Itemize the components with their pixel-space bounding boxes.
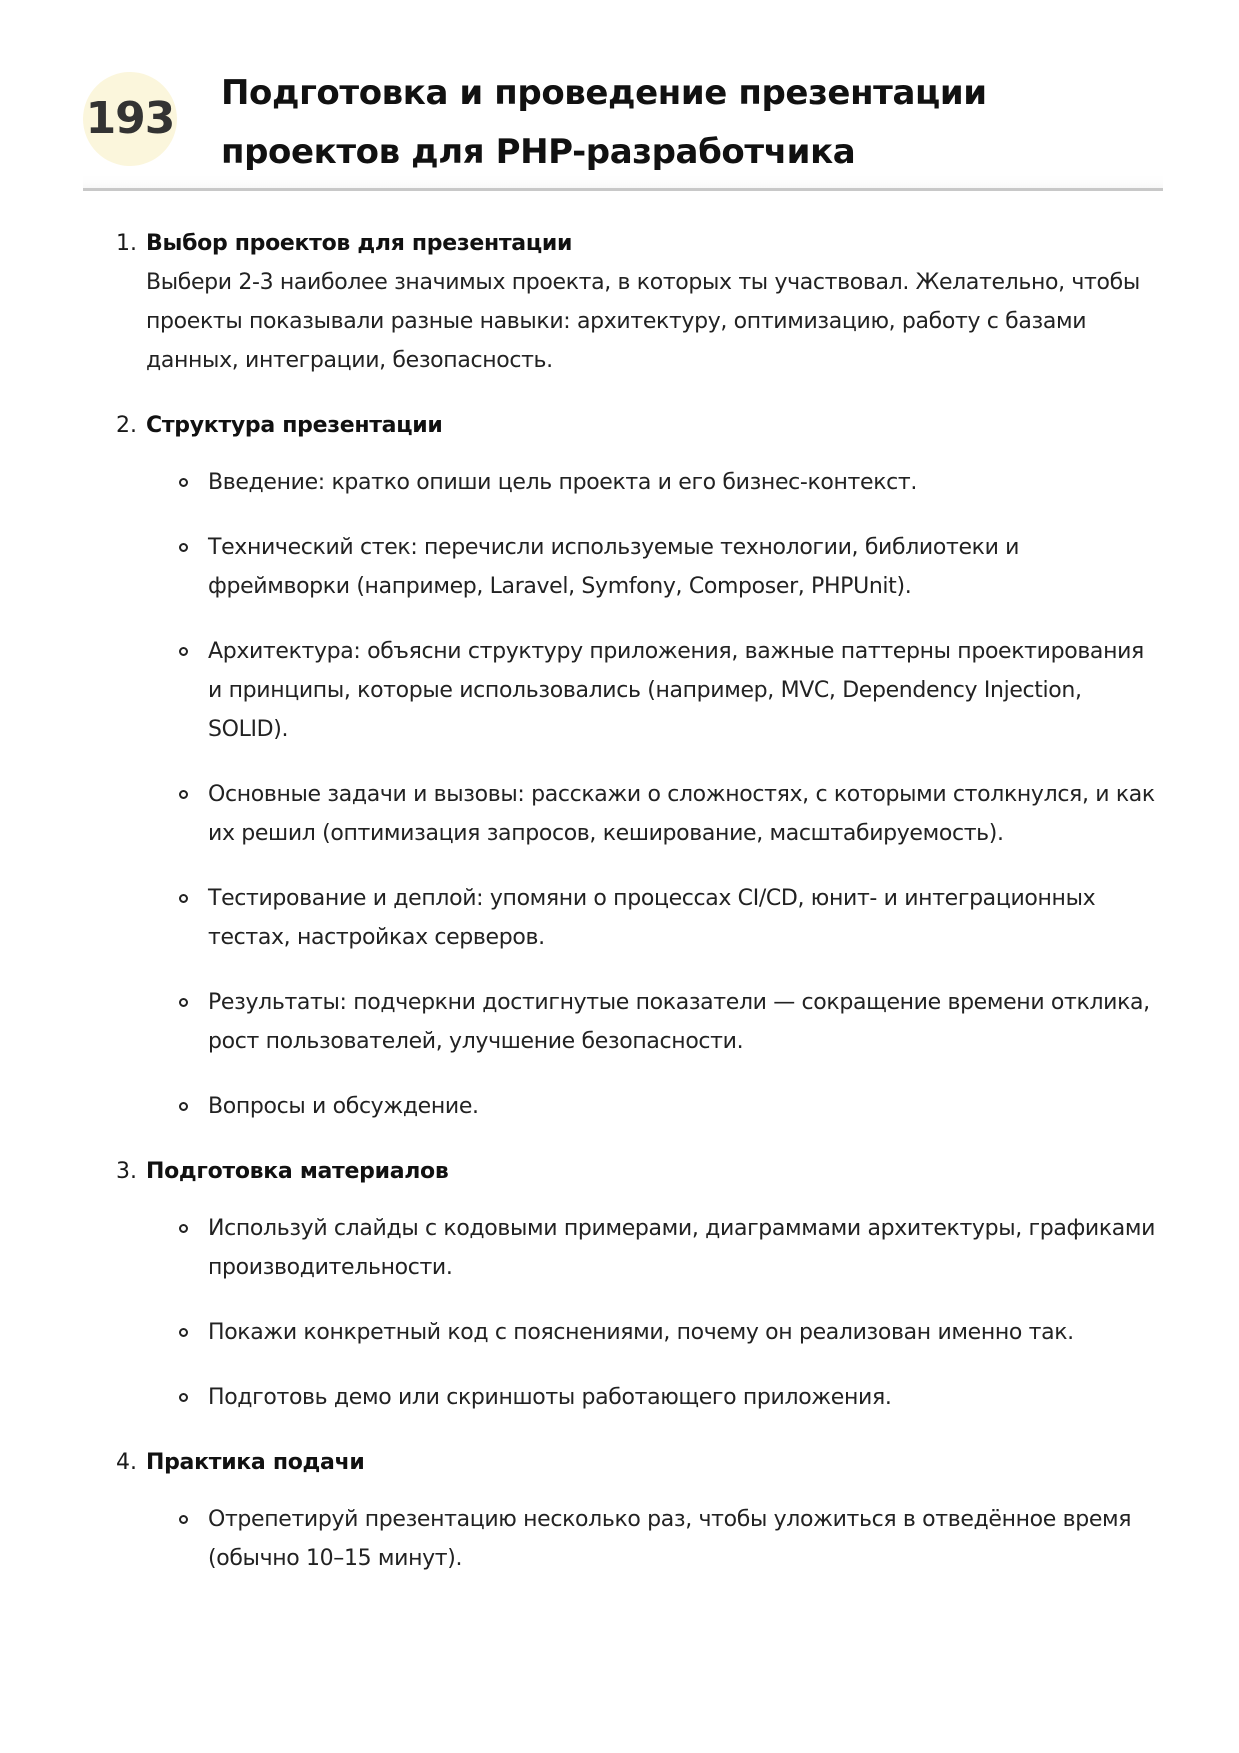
section-presentation-structure [116,406,1156,1126]
circle-bullet-icon [179,543,188,552]
list-item: Результаты: подчеркни достигнутые показатели — сокращение времени отклика, рост пользователей, улучшение безопасности. [208,983,1156,1061]
section-heading: Подготовка материалов [146,1159,449,1184]
circle-bullet-icon [179,998,188,1007]
circle-bullet-icon [179,790,188,799]
page-number-badge: 193 [83,72,177,166]
page-title: Подготовка и проведение презентации проектов для PHP-разработчика [221,73,987,172]
list-item: Архитектура: объясни структуру приложения, важные паттерны проектирования и принципы, которые использовались (например, MVC, Dependency Injection, SOLID). [208,632,1156,749]
page-header [83,58,1163,191]
section-heading: Выбор проектов для презентации [146,231,573,256]
bullet-list [146,1500,1156,1578]
list-item: Отрепетируй презентацию несколько раз, чтобы уложиться в отведённое время (обычно 10–15 минут). [208,1500,1156,1578]
list-item: Введение: кратко опиши цель проекта и его бизнес-контекст. [208,463,1156,502]
section-project-selection [116,224,1156,380]
section-number: 2. [116,413,137,438]
section-paragraph: Выбери 2-3 наиболее значимых проекта, в которых ты участвовал. Желательно, чтобы проекты показывали разные навыки: архитектуру, оптимизацию, работу с базами данных, интеграции, безопасность. [146,270,1140,373]
circle-bullet-icon [179,1393,188,1402]
circle-bullet-icon [179,1102,188,1111]
bullet-list [146,463,1156,1126]
list-item: Покажи конкретный код с пояснениями, почему он реализован именно так. [208,1313,1156,1352]
section-heading: Практика подачи [146,1450,365,1475]
list-item: Используй слайды с кодовыми примерами, диаграммами архитектуры, графиками производительности. [208,1209,1156,1287]
section-heading: Структура презентации [146,413,443,438]
section-number: 3. [116,1159,137,1184]
circle-bullet-icon [179,1224,188,1233]
list-item: Тестирование и деплой: упомяни о процессах CI/CD, юнит- и интеграционных тестах, настройках серверов. [208,879,1156,957]
list-item: Основные задачи и вызовы: расскажи о сложностях, с которыми столкнулся, и как их решил (оптимизация запросов, кеширование, масштабируемость). [208,775,1156,853]
section-number: 1. [116,231,137,256]
list-item: Вопросы и обсуждение. [208,1087,1156,1126]
circle-bullet-icon [179,1328,188,1337]
circle-bullet-icon [179,1515,188,1524]
circle-bullet-icon [179,894,188,903]
circle-bullet-icon [179,647,188,656]
list-item: Подготовь демо или скриншоты работающего приложения. [208,1378,1156,1417]
content [116,224,1156,1604]
section-materials [116,1152,1156,1417]
bullet-list [146,1209,1156,1417]
list-item: Технический стек: перечисли используемые технологии, библиотеки и фреймворки (например, Laravel, Symfony, Composer, PHPUnit). [208,528,1156,606]
numbered-list [116,224,1156,1578]
circle-bullet-icon [179,478,188,487]
section-delivery-practice [116,1443,1156,1578]
section-number: 4. [116,1450,137,1475]
